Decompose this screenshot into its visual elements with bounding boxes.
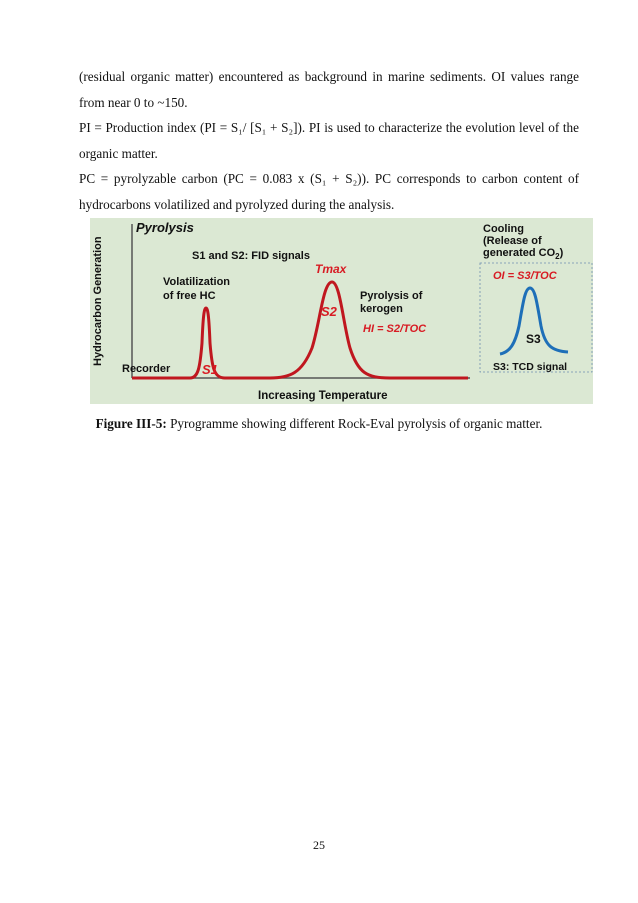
- paragraph-oi-range: (residual organic matter) encountered as background in marine sediments. OI values range from near 0 to ~150.: [79, 69, 579, 110]
- figure-caption: [0, 416, 638, 432]
- page-number: 25: [313, 838, 325, 852]
- hi-formula: HI = S2/TOC: [363, 323, 427, 335]
- x-axis-label: Increasing Temperature: [258, 390, 388, 402]
- s1-peak-label: S1: [202, 362, 218, 377]
- volatilization-label: Volatilization: [163, 276, 231, 288]
- s3-peak-label: S3: [526, 332, 541, 346]
- caption-label: Figure III-5:: [95, 416, 167, 431]
- generated-co2-label: generated $CO_2$): [483, 247, 564, 261]
- tcd-signal-label: S3: TCD signal: [493, 361, 568, 373]
- free-hc-label: of free HC: [163, 290, 216, 302]
- caption-text: Pyrogramme showing different Rock-Eval pyrolysis of organic matter.: [166, 416, 543, 431]
- cooling-label: Cooling: [483, 223, 524, 235]
- kerogen-label: kerogen: [360, 303, 403, 315]
- y-axis-label: Hydrocarbon Generation: [92, 236, 104, 366]
- recorder-label: Recorder: [122, 363, 171, 375]
- oi-formula: OI = S3/TOC: [493, 270, 557, 282]
- tmax-label: Tmax: [315, 262, 347, 276]
- paragraph-production-index: PI = Production index (PI = S₁/ [S₁ + S₂]). PI is used to characterize the evolution level of the organic matter.: [79, 120, 579, 161]
- pyrolysis-of-label: Pyrolysis of: [360, 290, 423, 302]
- figure-title: Pyrolysis: [136, 220, 194, 235]
- fid-signals-label: S1 and S2: FID signals: [192, 250, 310, 262]
- pyrogram-figure: [90, 218, 593, 404]
- release-of-label: (Release of: [483, 235, 542, 247]
- paragraph-pyrolyzable-carbon: PC = pyrolyzable carbon (PC = 0.083 x (S₁ + S₂)). PC corresponds to carbon content of hydrocarbons volatilized and pyrolyzed during the analysis.: [79, 171, 579, 212]
- s2-peak-label: S2: [321, 304, 337, 319]
